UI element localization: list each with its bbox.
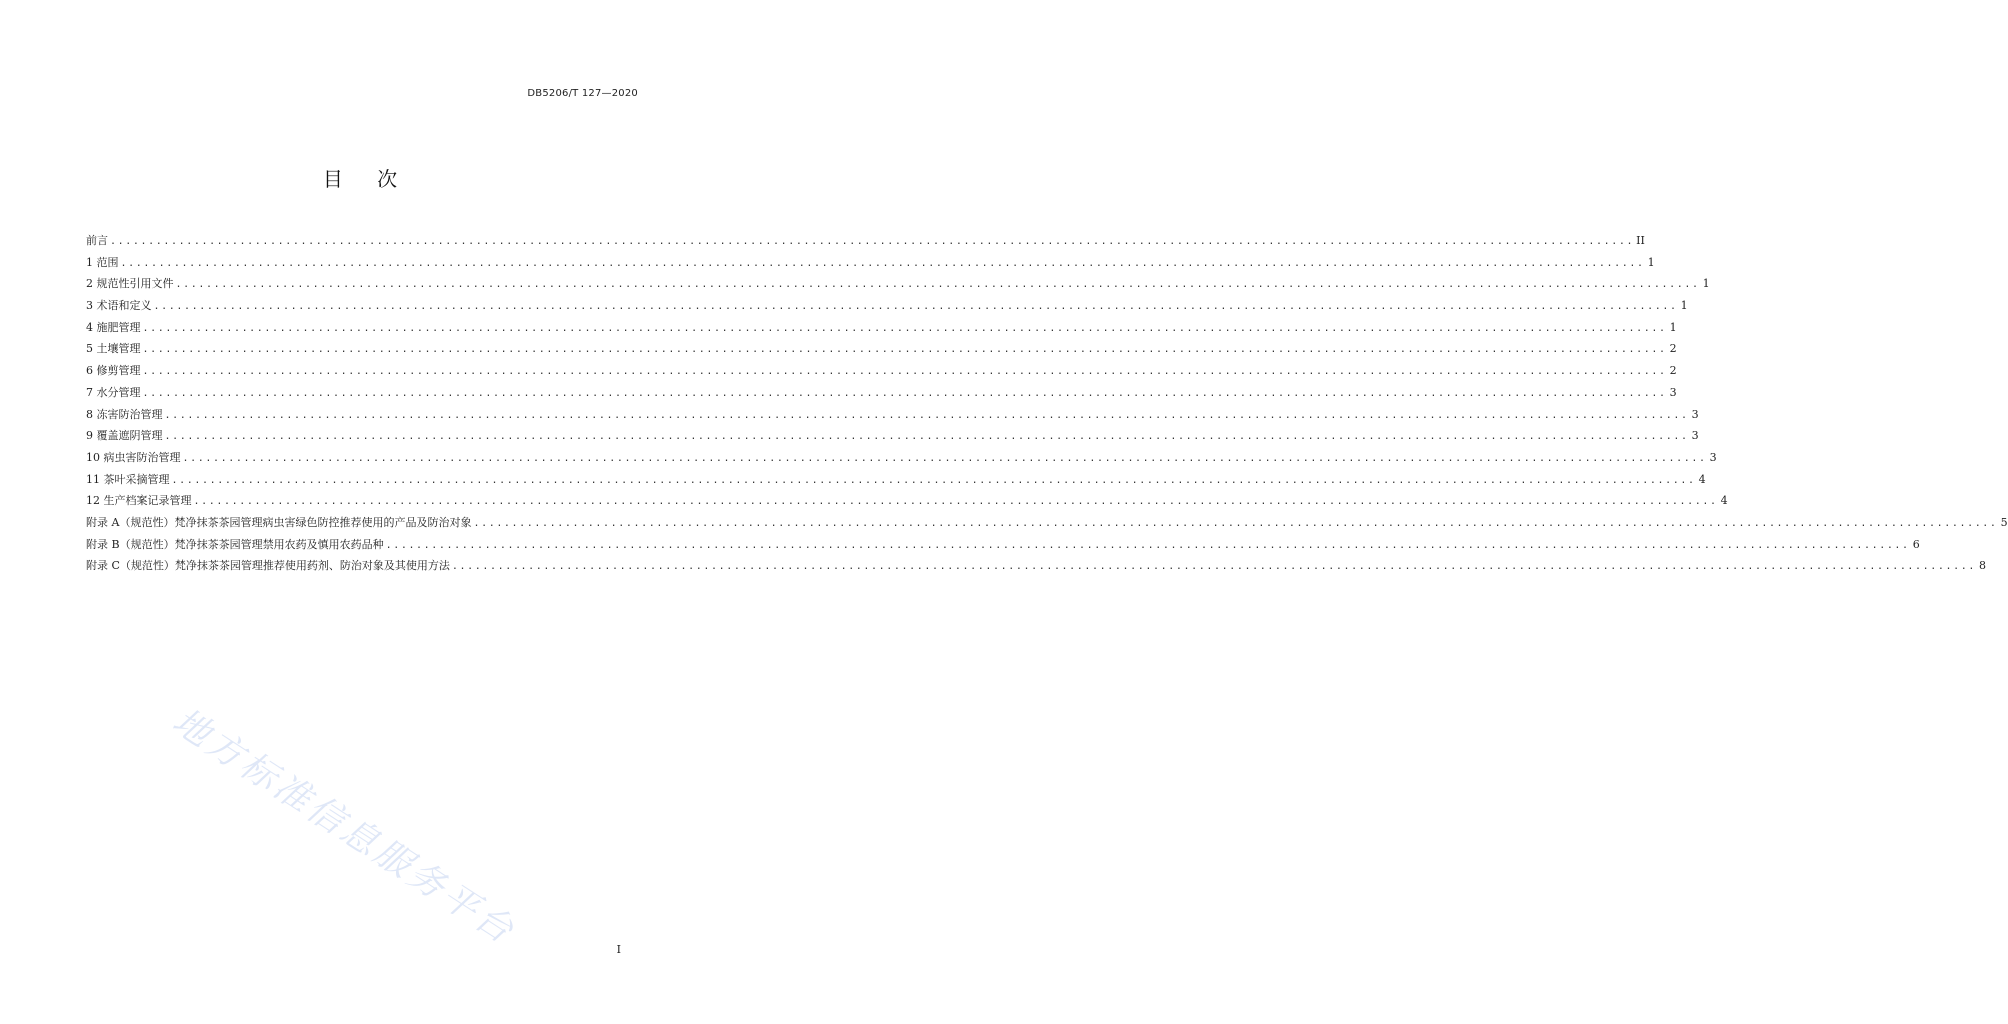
toc-entry-page: 1 xyxy=(1647,255,1655,269)
toc-entry-label: 附录 A（规范性）梵净抹茶茶园管理病虫害绿色防控推荐使用的产品及防治对象 xyxy=(86,515,472,529)
toc-entry[interactable] xyxy=(86,254,1655,276)
toc-entry[interactable] xyxy=(86,319,1677,341)
toc-entry-page: 3 xyxy=(1691,407,1699,421)
toc-entry[interactable] xyxy=(86,297,1688,319)
toc-leader-dots: ........................................................................................................................................................................................................ xyxy=(175,279,1700,291)
toc-entry-label: 1 范围 xyxy=(86,255,119,269)
toc-entry-label: 5 土壤管理 xyxy=(86,342,141,356)
watermark: 地方标准信息服务平台 xyxy=(165,700,524,954)
toc-entry[interactable] xyxy=(86,557,1987,579)
toc-entry-label: 7 水分管理 xyxy=(86,385,141,399)
toc-entry[interactable] xyxy=(86,471,1706,493)
toc-entry-label: 10 病虫害防治管理 xyxy=(86,450,181,464)
toc-entry[interactable] xyxy=(86,492,1728,514)
toc-leader-dots: ........................................................................................................................................................................................................ xyxy=(193,496,1718,508)
toc-entry-label: 3 术语和定义 xyxy=(86,299,152,313)
toc-entry-page: 3 xyxy=(1709,450,1717,464)
toc-entry[interactable] xyxy=(86,232,1645,254)
toc-entry-label: 11 茶叶采摘管理 xyxy=(86,472,170,486)
toc-entry-label: 8 冻害防治管理 xyxy=(86,407,163,421)
toc-entry-page: II xyxy=(1636,234,1645,247)
toc-entry-label: 2 规范性引用文件 xyxy=(86,277,174,291)
toc-entry-page: 1 xyxy=(1680,299,1688,313)
toc-entry-page: 1 xyxy=(1669,320,1677,334)
toc-entry-page: 6 xyxy=(1912,537,1920,551)
toc-entry-label: 9 覆盖遮阴管理 xyxy=(86,429,163,443)
toc-entry[interactable] xyxy=(86,362,1677,384)
toc-leader-dots: ........................................................................................................................................................................................................ xyxy=(164,409,1689,421)
toc-entry-page: 3 xyxy=(1691,429,1699,443)
toc-leader-dots: ........................................................................................................................................................................................................ xyxy=(142,322,1667,334)
toc-entry[interactable] xyxy=(86,384,1677,406)
toc-entry-page: 2 xyxy=(1669,342,1677,356)
toc-entry-label: 12 生产档案记录管理 xyxy=(86,494,192,508)
toc-entry-label: 前言 xyxy=(86,234,108,247)
toc-entry[interactable] xyxy=(86,275,1710,297)
toc-entry[interactable] xyxy=(86,514,2008,536)
toc-leader-dots: ........................................................................................................................................................................................................ xyxy=(171,474,1696,486)
toc-leader-dots: ........................................................................................................................................................................................................ xyxy=(120,257,1645,269)
toc-leader-dots: ........................................................................................................................................................................................................ xyxy=(142,344,1667,356)
toc-entry-page: 4 xyxy=(1720,494,1728,508)
toc-entry-page: 4 xyxy=(1698,472,1706,486)
toc-entry-page: 3 xyxy=(1669,385,1677,399)
table-of-contents xyxy=(86,232,2008,579)
toc-entry-page: 1 xyxy=(1702,277,1710,291)
toc-entry[interactable] xyxy=(86,427,1699,449)
toc-entry[interactable] xyxy=(86,406,1699,428)
page-title: 目 次 xyxy=(322,167,412,191)
toc-entry-page: 8 xyxy=(1979,559,1987,573)
toc-leader-dots: ........................................................................................................................................................................................................ xyxy=(153,301,1678,313)
toc-entry-label: 6 修剪管理 xyxy=(86,364,141,378)
toc-leader-dots: ........................................................................................................................................................................................................ xyxy=(473,517,1998,529)
toc-leader-dots: ........................................................................................................................................................................................................ xyxy=(182,452,1707,464)
toc-leader-dots: ........................................................................................................................................................................................................ xyxy=(164,431,1689,443)
toc-leader-dots: ........................................................................................................................................................................................................ xyxy=(142,387,1667,399)
toc-entry-page: 5 xyxy=(2000,515,2008,529)
toc-leader-dots: ........................................................................................................................................................................................................ xyxy=(451,561,1977,573)
toc-leader-dots: ........................................................................................................................................................................................................ xyxy=(142,366,1667,378)
document-code: DB5206/T 127—2020 xyxy=(527,88,638,99)
toc-entry[interactable] xyxy=(86,449,1717,471)
toc-entry-page: 2 xyxy=(1669,364,1677,378)
toc-entry[interactable] xyxy=(86,536,1920,558)
toc-entry-label: 4 施肥管理 xyxy=(86,320,141,334)
toc-leader-dots: ........................................................................................................................................................................................................ xyxy=(385,539,1910,551)
page-number: I xyxy=(616,943,621,956)
toc-entry[interactable] xyxy=(86,340,1677,362)
toc-entry-label: 附录 C（规范性）梵净抹茶茶园管理推荐使用药剂、防治对象及其使用方法 xyxy=(86,559,450,573)
toc-leader-dots: ........................................................................................................................................................................................................ xyxy=(110,236,1635,247)
toc-entry-label: 附录 B（规范性）梵净抹茶茶园管理禁用农药及慎用农药品种 xyxy=(86,537,384,551)
